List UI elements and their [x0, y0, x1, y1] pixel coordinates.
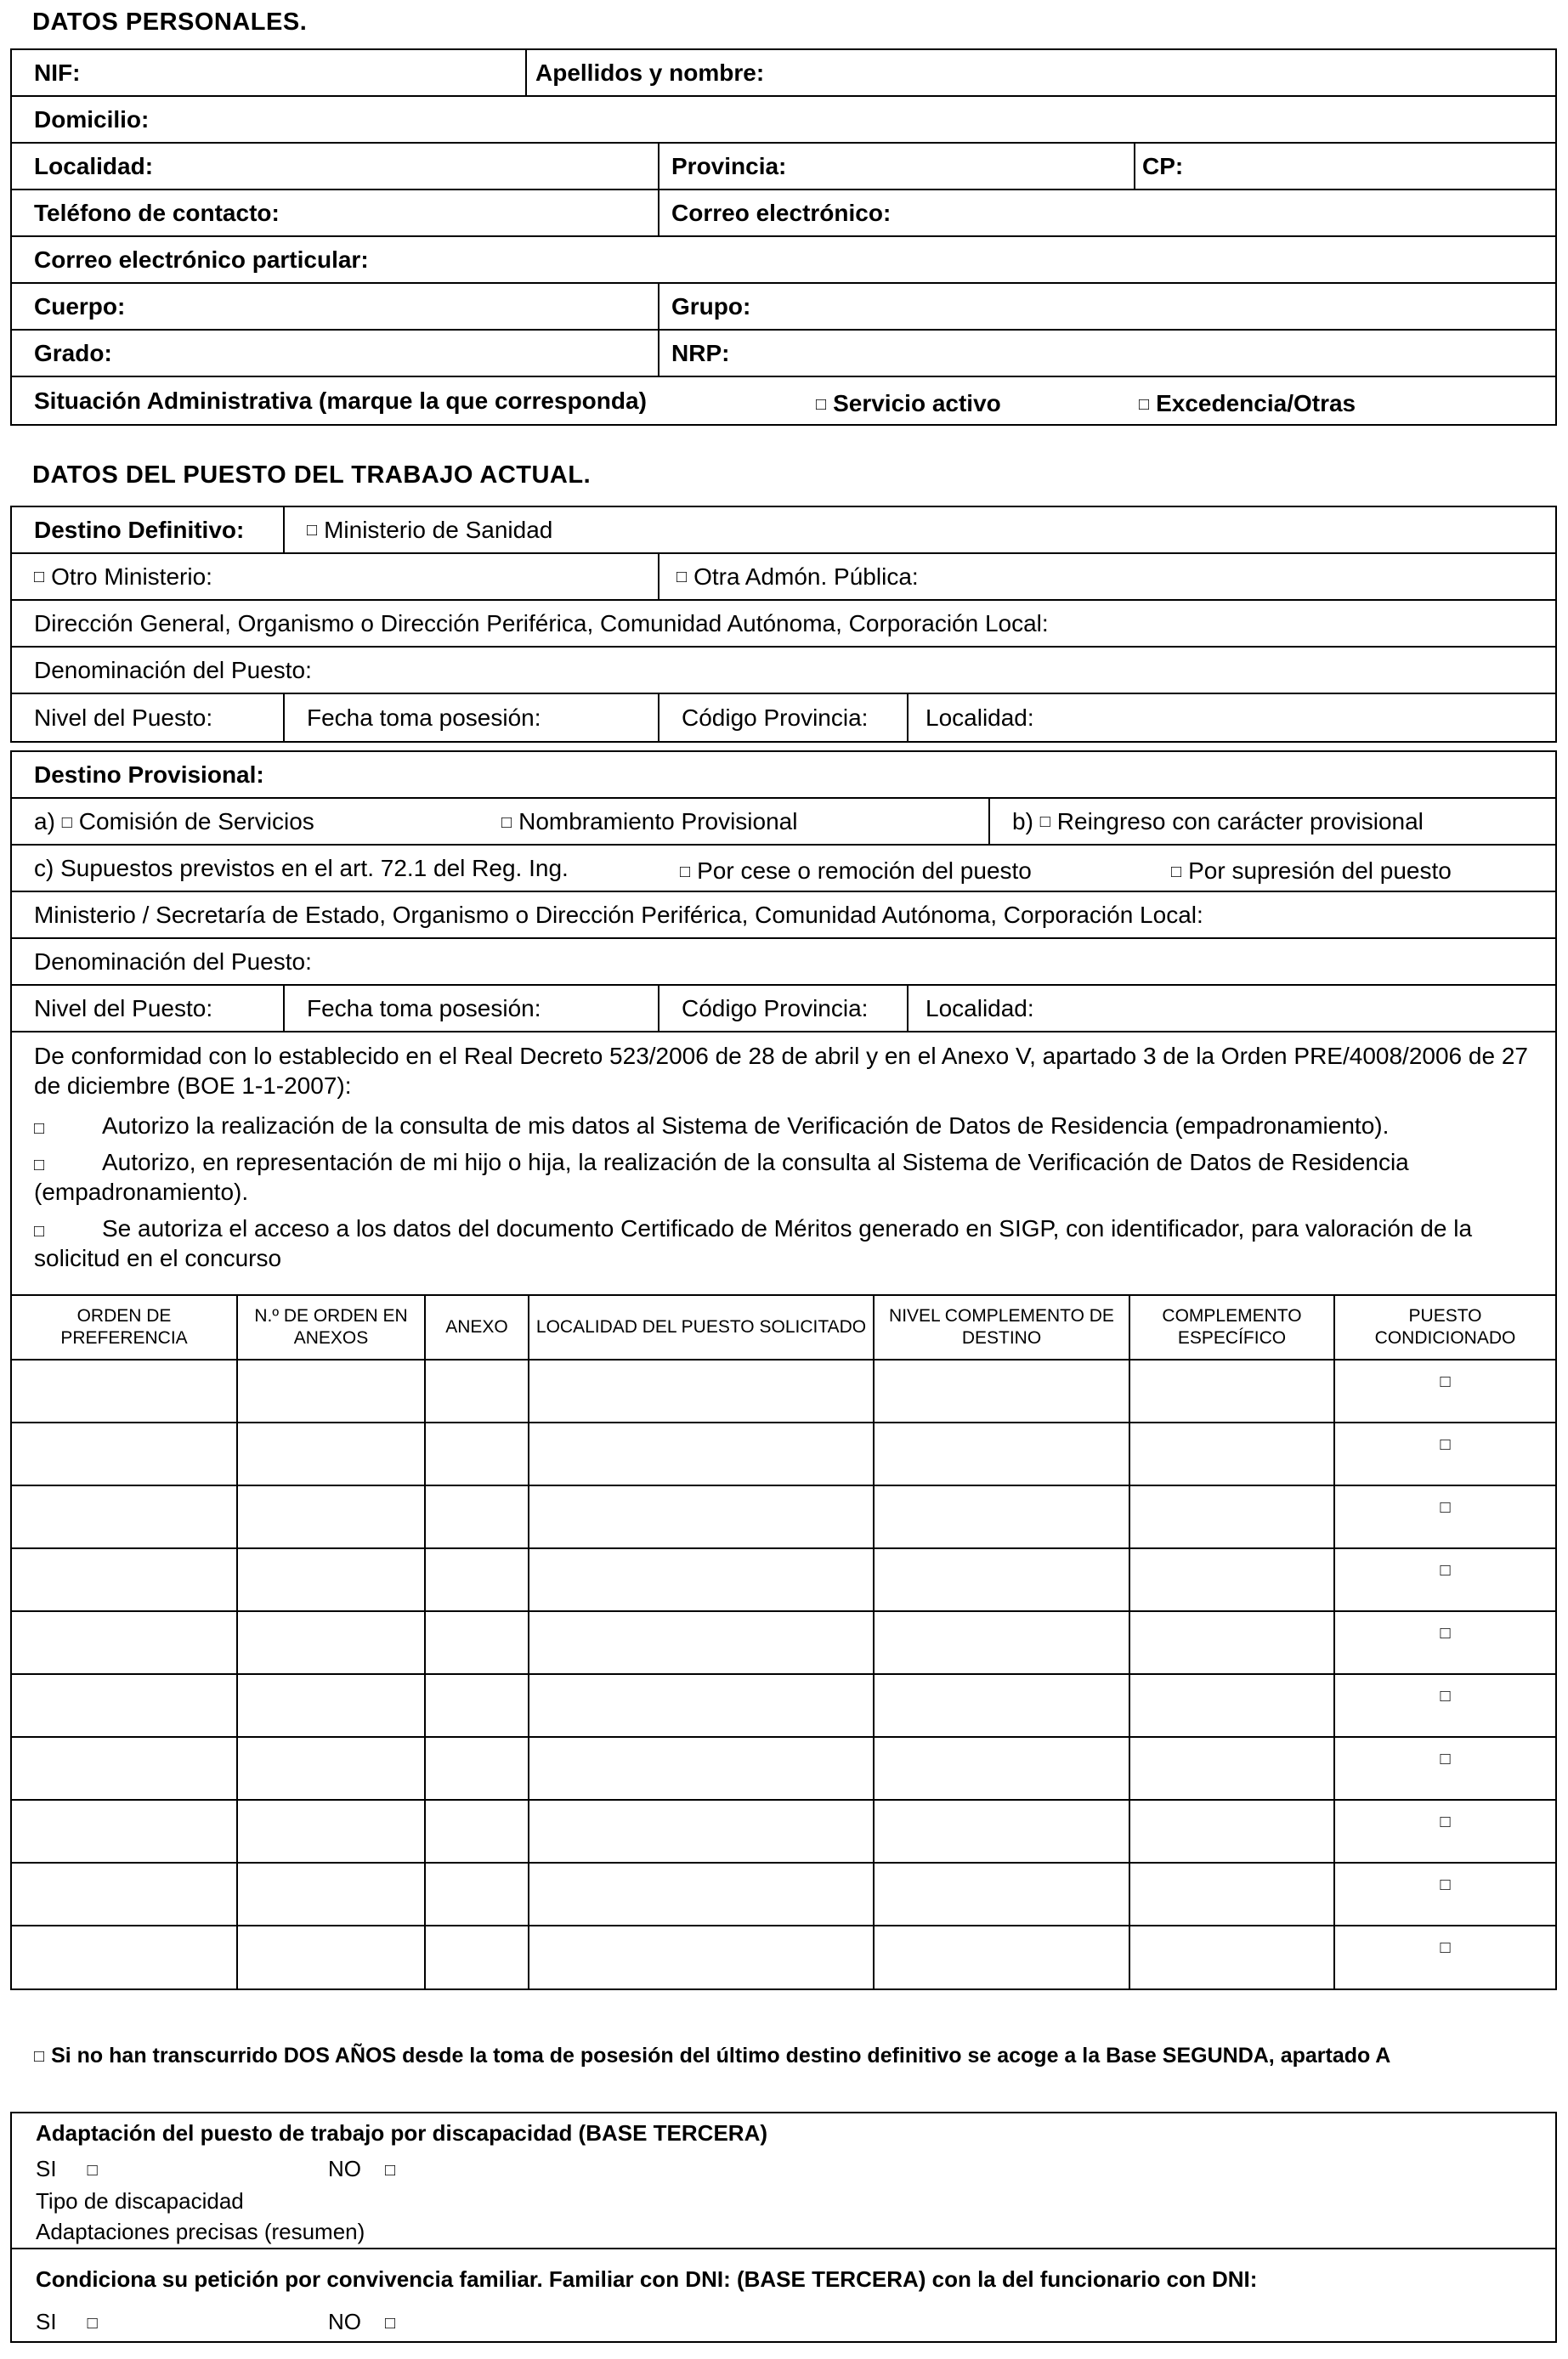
telefono-field[interactable]	[12, 190, 659, 235]
checkbox-icon[interactable]: □	[1440, 1498, 1451, 1517]
table-cell[interactable]	[1129, 1548, 1334, 1611]
checkbox-icon[interactable]: □	[1039, 812, 1050, 831]
supresion-option[interactable]: □ Por supresión del puesto	[1171, 857, 1452, 884]
convivencia-si-option[interactable]: SI □	[36, 2309, 98, 2334]
table-row	[12, 1800, 1555, 1863]
cese-option[interactable]: □ Por cese o remoción del puesto	[680, 857, 1032, 884]
table-row	[12, 1423, 1555, 1485]
grado-field[interactable]	[12, 331, 659, 376]
provincia-label: Provincia:	[671, 152, 787, 179]
table-cell[interactable]	[12, 1485, 237, 1548]
checkbox-icon[interactable]: □	[385, 2314, 396, 2334]
table-cell[interactable]	[425, 1360, 529, 1423]
table-cell[interactable]	[237, 1485, 425, 1548]
adaptaciones-field[interactable]: Adaptaciones precisas (resumen)	[36, 2219, 365, 2244]
table-cell[interactable]	[425, 1737, 529, 1800]
table-cell[interactable]	[237, 1737, 425, 1800]
table-cell[interactable]	[425, 1926, 529, 1988]
cuerpo-label: Cuerpo:	[34, 292, 126, 320]
table-cell[interactable]	[874, 1611, 1129, 1674]
table-cell[interactable]	[529, 1423, 874, 1485]
table-row	[12, 1485, 1555, 1548]
table-cell[interactable]	[1129, 1360, 1334, 1423]
table-cell[interactable]	[874, 1674, 1129, 1737]
checkbox-icon[interactable]: □	[385, 2161, 396, 2181]
nombre-field[interactable]	[527, 50, 1555, 95]
table-cell[interactable]	[12, 1674, 237, 1737]
provisional-options-ab	[12, 799, 990, 844]
checkbox-icon[interactable]: □	[61, 813, 72, 833]
discapacidad-no-option[interactable]: NO □	[328, 2156, 396, 2181]
correo-particular-label: Correo electrónico particular:	[34, 246, 369, 273]
nombre-label: Apellidos y nombre:	[535, 59, 765, 86]
col-header-nivel: NIVEL COMPLEMENTO DE DESTINO	[874, 1296, 1129, 1360]
table-cell[interactable]	[237, 1423, 425, 1485]
puesto-section-title: DATOS DEL PUESTO DEL TRABAJO ACTUAL.	[32, 461, 592, 489]
cuerpo-field[interactable]	[12, 284, 659, 329]
provisional-options-c	[12, 846, 1555, 891]
nivel-field[interactable]: Nivel del Puesto:	[12, 694, 285, 741]
denominacion-provisional-field[interactable]: Denominación del Puesto:	[34, 948, 312, 975]
table-cell[interactable]	[425, 1674, 529, 1737]
table-row	[12, 1863, 1555, 1926]
otra-admon-option[interactable]: □ Otra Admón. Pública:	[676, 563, 919, 590]
reingreso-option[interactable]: b) □ Reingreso con carácter provisional	[1012, 807, 1424, 834]
condicionado-cell[interactable]	[1334, 1926, 1555, 1988]
table-cell[interactable]	[12, 1800, 237, 1863]
personal-data-box	[10, 48, 1557, 426]
grupo-field[interactable]	[659, 284, 1555, 329]
table-cell[interactable]	[12, 1548, 237, 1611]
table-cell[interactable]	[529, 1360, 874, 1423]
col-header-condicionado: PUESTO CONDICIONADO	[1334, 1296, 1555, 1360]
nif-field[interactable]	[12, 50, 527, 95]
checkbox-icon[interactable]: □	[1440, 1624, 1451, 1643]
checkbox-icon[interactable]: □	[1440, 1372, 1451, 1391]
table-cell[interactable]	[12, 1360, 237, 1423]
grupo-label: Grupo:	[671, 292, 751, 320]
col-header-orden: ORDEN DE PREFERENCIA	[12, 1296, 237, 1360]
consent-item-3[interactable]: □ Se autoriza el acceso a los datos del documento Certificado de Méritos generado en SIGP, con identificador, para valoración de la solicitud en el concurso	[34, 1215, 1473, 1271]
ministerio-secretaria-field[interactable]: Ministerio / Secretaría de Estado, Organismo o Dirección Periférica, Comunidad Autónoma, Corporación Local:	[34, 901, 1203, 928]
table-cell[interactable]	[874, 1548, 1129, 1611]
discapacidad-section	[12, 2113, 1555, 2249]
situacion-row	[12, 377, 1555, 424]
nivel-provisional-field[interactable]: Nivel del Puesto:	[12, 986, 285, 1031]
nombramiento-option[interactable]: □ Nombramiento Provisional	[501, 807, 798, 834]
situacion-label: Situación Administrativa (marque la que corresponda)	[34, 387, 647, 414]
table-cell[interactable]	[425, 1611, 529, 1674]
correo-field[interactable]	[659, 190, 1555, 235]
nif-label: NIF:	[34, 59, 81, 86]
table-cell[interactable]	[237, 1674, 425, 1737]
table-cell[interactable]	[874, 1423, 1129, 1485]
excedencia-option[interactable]: □ Excedencia/Otras	[1139, 389, 1356, 416]
cp-label: CP:	[1142, 152, 1184, 179]
ministerio-sanidad-option[interactable]: □ Ministerio de Sanidad	[307, 516, 553, 543]
checkbox-icon[interactable]: □	[501, 813, 512, 833]
correo-particular-field[interactable]	[12, 237, 1555, 282]
table-row	[12, 1737, 1555, 1800]
dos-anos-note[interactable]: □ Si no han transcurrido DOS AÑOS desde la toma de posesión del último destino definitivo se acoge a la Base SEGUNDA, apartado A	[34, 2044, 1391, 2068]
table-cell[interactable]	[425, 1423, 529, 1485]
table-cell[interactable]	[529, 1548, 874, 1611]
table-cell[interactable]	[874, 1360, 1129, 1423]
nrp-field[interactable]	[659, 331, 1555, 376]
consent-intro: De conformidad con lo establecido en el Real Decreto 523/2006 de 28 de abril y en el Anexo V, apartado 3 de la Orden PRE/4008/2006 de 27 de diciembre (BOE 1-1-2007):	[34, 1043, 1528, 1099]
table-row	[12, 1611, 1555, 1674]
table-cell[interactable]	[12, 1863, 237, 1926]
table-row	[12, 1674, 1555, 1737]
col-header-localidad: LOCALIDAD DEL PUESTO SOLICITADO	[529, 1296, 874, 1360]
preferences-table	[12, 1296, 1555, 1988]
checkbox-icon[interactable]: □	[1440, 1750, 1451, 1768]
table-cell[interactable]	[529, 1863, 874, 1926]
table-cell[interactable]	[237, 1863, 425, 1926]
table-cell[interactable]	[12, 1737, 237, 1800]
table-cell[interactable]	[529, 1737, 874, 1800]
checkbox-icon[interactable]: □	[816, 395, 827, 415]
condicionado-cell[interactable]	[1334, 1674, 1555, 1737]
checkbox-icon[interactable]: □	[307, 520, 318, 540]
fecha-field[interactable]: Fecha toma posesión:	[285, 694, 659, 741]
table-cell[interactable]	[237, 1800, 425, 1863]
condicionado-cell[interactable]	[1334, 1485, 1555, 1548]
table-cell[interactable]	[425, 1548, 529, 1611]
table-cell[interactable]	[1129, 1737, 1334, 1800]
denominacion-field[interactable]: Denominación del Puesto:	[34, 656, 312, 683]
table-cell[interactable]	[1129, 1800, 1334, 1863]
supuestos-label: c) Supuestos previstos en el art. 72.1 del Reg. Ing.	[34, 854, 569, 881]
localidad-puesto-field[interactable]: Localidad:	[926, 704, 1034, 731]
codigo-provincia-field[interactable]: Código Provincia:	[659, 694, 909, 741]
convivencia-title: Condiciona su petición por convivencia familiar. Familiar con DNI: (BASE TERCERA) con la del funcionario con DNI:	[36, 2266, 1258, 2292]
domicilio-field[interactable]	[12, 97, 1555, 142]
checkbox-icon[interactable]: □	[34, 1119, 45, 1138]
checkbox-icon[interactable]: □	[680, 863, 691, 882]
condicionado-cell[interactable]	[1334, 1800, 1555, 1863]
table-row	[12, 1548, 1555, 1611]
table-cell[interactable]	[425, 1800, 529, 1863]
condicionado-cell[interactable]	[1334, 1737, 1555, 1800]
condicionado-cell[interactable]	[1334, 1423, 1555, 1485]
checkbox-icon[interactable]: □	[1171, 863, 1182, 882]
checkbox-icon[interactable]: □	[34, 2047, 45, 2067]
convivencia-section	[12, 2251, 1555, 2343]
destino-definitivo-label: Destino Definitivo:	[12, 507, 285, 552]
fecha-provisional-field[interactable]: Fecha toma posesión:	[285, 986, 659, 1031]
table-cell[interactable]	[529, 1926, 874, 1988]
nrp-label: NRP:	[671, 339, 730, 366]
localidad-field[interactable]	[12, 144, 659, 189]
table-cell[interactable]	[1129, 1423, 1334, 1485]
table-cell[interactable]	[874, 1926, 1129, 1988]
checkbox-icon[interactable]: □	[87, 2314, 98, 2334]
table-cell[interactable]	[874, 1737, 1129, 1800]
table-cell[interactable]	[237, 1611, 425, 1674]
table-cell[interactable]	[237, 1926, 425, 1988]
discapacidad-si-option[interactable]: SI □	[36, 2156, 98, 2181]
table-cell[interactable]	[874, 1800, 1129, 1863]
table-row	[12, 1926, 1555, 1988]
table-cell[interactable]	[1129, 1485, 1334, 1548]
consent-item-2[interactable]: □ Autorizo, en representación de mi hijo o hija, la realización de la consulta al Sistema de Verificación de Datos de Residencia (empadronamiento).	[34, 1149, 1409, 1205]
table-cell[interactable]	[237, 1548, 425, 1611]
table-cell[interactable]	[425, 1863, 529, 1926]
condicionado-cell[interactable]	[1334, 1360, 1555, 1423]
localidad-provisional-field[interactable]: Localidad:	[926, 994, 1034, 1021]
provincia-field[interactable]	[659, 144, 1135, 189]
discapacidad-box	[10, 2112, 1557, 2343]
direccion-field[interactable]: Dirección General, Organismo o Dirección Periférica, Comunidad Autónoma, Corporación Local:	[34, 609, 1049, 636]
correo-label: Correo electrónico:	[671, 199, 892, 226]
table-cell[interactable]	[874, 1485, 1129, 1548]
condicionado-cell[interactable]	[1334, 1611, 1555, 1674]
condicionado-cell[interactable]	[1334, 1548, 1555, 1611]
checkbox-icon[interactable]: □	[1440, 1687, 1451, 1706]
checkbox-icon[interactable]: □	[34, 1222, 45, 1241]
condicionado-cell[interactable]	[1334, 1863, 1555, 1926]
checkbox-icon[interactable]: □	[1440, 1813, 1451, 1831]
comision-option[interactable]: a) □ Comisión de Servicios	[34, 807, 314, 834]
otro-ministerio-option[interactable]: □ Otro Ministerio:	[12, 554, 659, 599]
table-cell[interactable]	[12, 1926, 237, 1988]
consent-item-1[interactable]: □ Autorizo la realización de la consulta de mis datos al Sistema de Verificación de Datos de Residencia (empadronamiento).	[34, 1112, 1390, 1139]
grado-label: Grado:	[34, 339, 112, 366]
table-cell[interactable]	[12, 1423, 237, 1485]
table-cell[interactable]	[529, 1611, 874, 1674]
checkbox-icon[interactable]: □	[1440, 1435, 1451, 1454]
checkbox-icon[interactable]: □	[1440, 1938, 1451, 1957]
convivencia-no-option[interactable]: NO □	[328, 2309, 396, 2334]
checkbox-icon[interactable]: □	[34, 1156, 45, 1174]
table-cell[interactable]	[237, 1360, 425, 1423]
table-cell[interactable]	[1129, 1611, 1334, 1674]
table-cell[interactable]	[529, 1800, 874, 1863]
col-header-numero: N.º DE ORDEN EN ANEXOS	[237, 1296, 425, 1360]
table-cell[interactable]	[874, 1863, 1129, 1926]
domicilio-label: Domicilio:	[34, 105, 150, 133]
tipo-discapacidad-field[interactable]: Tipo de discapacidad	[36, 2188, 244, 2214]
destino-provisional-box	[10, 750, 1557, 1990]
telefono-label: Teléfono de contacto:	[34, 199, 280, 226]
table-cell[interactable]	[12, 1611, 237, 1674]
col-header-especifico: COMPLEMENTO ESPECÍFICO	[1129, 1296, 1334, 1360]
discapacidad-title: Adaptación del puesto de trabajo por discapacidad (BASE TERCERA)	[36, 2120, 768, 2146]
table-cell[interactable]	[529, 1485, 874, 1548]
cp-field[interactable]	[1135, 144, 1555, 189]
table-cell[interactable]	[529, 1674, 874, 1737]
table-cell[interactable]	[1129, 1674, 1334, 1737]
table-cell[interactable]	[1129, 1926, 1334, 1988]
checkbox-icon[interactable]: □	[1440, 1561, 1451, 1580]
personal-section-title: DATOS PERSONALES.	[32, 8, 308, 36]
table-cell[interactable]	[1129, 1863, 1334, 1926]
checkbox-icon[interactable]: □	[87, 2161, 98, 2181]
checkbox-icon[interactable]: □	[1440, 1875, 1451, 1894]
table-cell[interactable]	[425, 1485, 529, 1548]
servicio-activo-option[interactable]: □ Servicio activo	[816, 389, 1001, 416]
checkbox-icon[interactable]: □	[34, 567, 45, 586]
localidad-label: Localidad:	[34, 152, 154, 179]
destino-provisional-label: Destino Provisional:	[34, 761, 264, 788]
destino-definitivo-box	[10, 506, 1557, 743]
checkbox-icon[interactable]: □	[1139, 395, 1150, 415]
checkbox-icon[interactable]: □	[676, 567, 688, 586]
consent-block	[12, 1032, 1555, 1294]
col-header-anexo: ANEXO	[425, 1296, 529, 1360]
table-row	[12, 1360, 1555, 1423]
codigo-provincia-provisional-field[interactable]: Código Provincia:	[659, 986, 909, 1031]
